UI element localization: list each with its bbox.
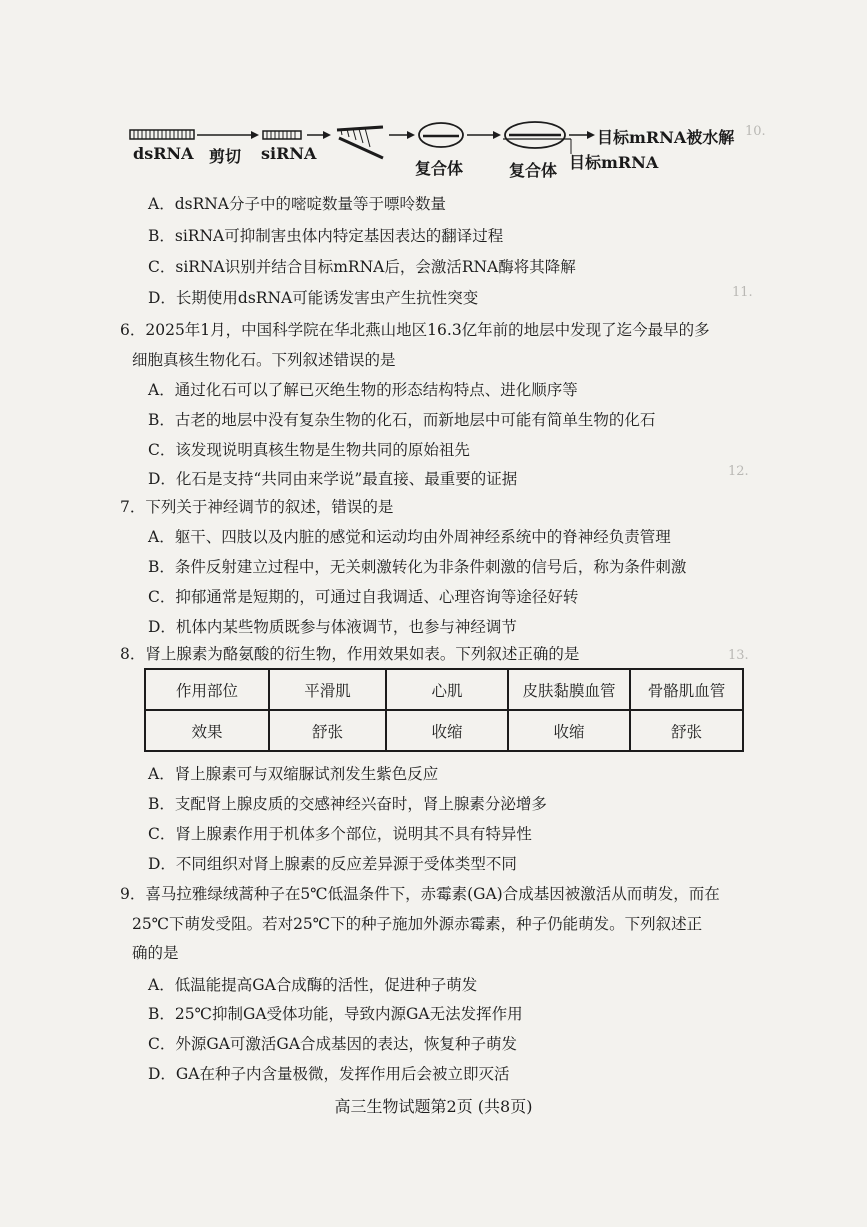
page-footer: 高三生物试题第2页 (共8页) xyxy=(334,1097,533,1116)
q9-option-b: B．25℃抑制GA受体功能，导致内源GA无法发挥作用 xyxy=(148,1005,523,1023)
q5-option-a: A．dsRNA分子中的嘧啶数量等于嘌呤数量 xyxy=(148,195,446,213)
q6-option-a: A．通过化石可以了解已灭绝生物的形态结构特点、进化顺序等 xyxy=(148,381,578,399)
q7-option-b: B．条件反射建立过程中，无关刺激转化为非条件刺激的信号后，称为条件刺激 xyxy=(148,558,687,576)
q6-stem-line1: 6．2025年1月，中国科学院在华北燕山地区16.3亿年前的地层中发现了迄今最早的多 xyxy=(120,321,710,339)
table-cell: 舒张 xyxy=(269,710,386,751)
table-header-cell: 皮肤黏膜血管 xyxy=(508,669,630,710)
table-header-cell: 作用部位 xyxy=(145,669,269,710)
epinephrine-effects-table xyxy=(144,668,744,752)
sirna-label: siRNA xyxy=(261,144,317,163)
q7-option-c: C．抑郁通常是短期的，可通过自我调适、心理咨询等途径好转 xyxy=(148,588,579,606)
table-cell: 收缩 xyxy=(386,710,508,751)
table-cell: 收缩 xyxy=(508,710,630,751)
bleed-through-mark: 11. xyxy=(732,285,753,300)
table-header-cell: 骨骼肌血管 xyxy=(630,669,743,710)
q8-option-d: D．不同组织对肾上腺素的反应差异源于受体类型不同 xyxy=(148,855,517,873)
q5-option-b: B．siRNA可抑制害虫体内特定基因表达的翻译过程 xyxy=(148,227,504,245)
q9-stem-line3: 确的是 xyxy=(132,944,179,962)
q9-option-a: A．低温能提高GA合成酶的活性，促进种子萌发 xyxy=(148,976,478,994)
q8-option-b: B．支配肾上腺皮质的交感神经兴奋时，肾上腺素分泌增多 xyxy=(148,795,547,813)
q7-stem: 7．下列关于神经调节的叙述，错误的是 xyxy=(120,498,394,516)
bleed-through-mark: 10. xyxy=(745,124,766,139)
q8-option-c: C．肾上腺素作用于机体多个部位，说明其不具有特异性 xyxy=(148,825,532,843)
rnai-diagram xyxy=(125,118,785,193)
q5-option-c: C．siRNA识别并结合目标mRNA后，会激活RNA酶将其降解 xyxy=(148,258,576,276)
q9-stem-line1: 9．喜马拉雅绿绒蒿种子在5℃低温条件下，赤霉素(GA)合成基因被激活从而萌发，而在 xyxy=(120,885,720,903)
q5-option-d: D．长期使用dsRNA可能诱发害虫产生抗性突变 xyxy=(148,289,479,307)
q6-option-c: C．该发现说明真核生物是生物共同的原始祖先 xyxy=(148,441,470,459)
bleed-through-mark: 12. xyxy=(728,464,749,479)
q6-option-d: D．化石是支持“共同由来学说”最直接、最重要的证据 xyxy=(148,470,518,488)
table-cell: 效果 xyxy=(145,710,269,751)
cut-label: 剪切 xyxy=(209,147,242,166)
dsrna-label: dsRNA xyxy=(133,144,194,163)
table-row xyxy=(145,710,743,751)
q9-option-c: C．外源GA可激活GA合成基因的表达，恢复种子萌发 xyxy=(148,1035,518,1053)
complex-label-1: 复合体 xyxy=(415,159,464,178)
q9-option-d: D．GA在种子内含量极微，发挥作用后会被立即灭活 xyxy=(148,1065,510,1083)
q8-option-a: A．肾上腺素可与双缩脲试剂发生紫色反应 xyxy=(148,765,439,783)
table-header-cell: 平滑肌 xyxy=(269,669,386,710)
table-header-row xyxy=(145,669,743,710)
complex-label-2: 复合体 xyxy=(509,161,558,180)
target-mrna-label: 目标mRNA xyxy=(569,153,659,172)
bleed-through-mark: 13. xyxy=(728,648,749,663)
table-header-cell: 心肌 xyxy=(386,669,508,710)
q6-option-b: B．古老的地层中没有复杂生物的化石，而新地层中可能有简单生物的化石 xyxy=(148,411,656,429)
table-cell: 舒张 xyxy=(630,710,743,751)
q7-option-d: D．机体内某些物质既参与体液调节，也参与神经调节 xyxy=(148,618,517,636)
q6-stem-line2: 细胞真核生物化石。下列叙述错误的是 xyxy=(132,351,396,369)
q8-stem: 8．肾上腺素为酪氨酸的衍生物，作用效果如表。下列叙述正确的是 xyxy=(120,645,580,663)
q9-stem-line2: 25℃下萌发受阻。若对25℃下的种子施加外源赤霉素，种子仍能萌发。下列叙述正 xyxy=(132,915,703,933)
target-mrna-hydrolyzed-label: 目标mRNA被水解 xyxy=(597,128,735,147)
q7-option-a: A．躯干、四肢以及内脏的感觉和运动均由外周神经系统中的脊神经负责管理 xyxy=(148,528,671,546)
